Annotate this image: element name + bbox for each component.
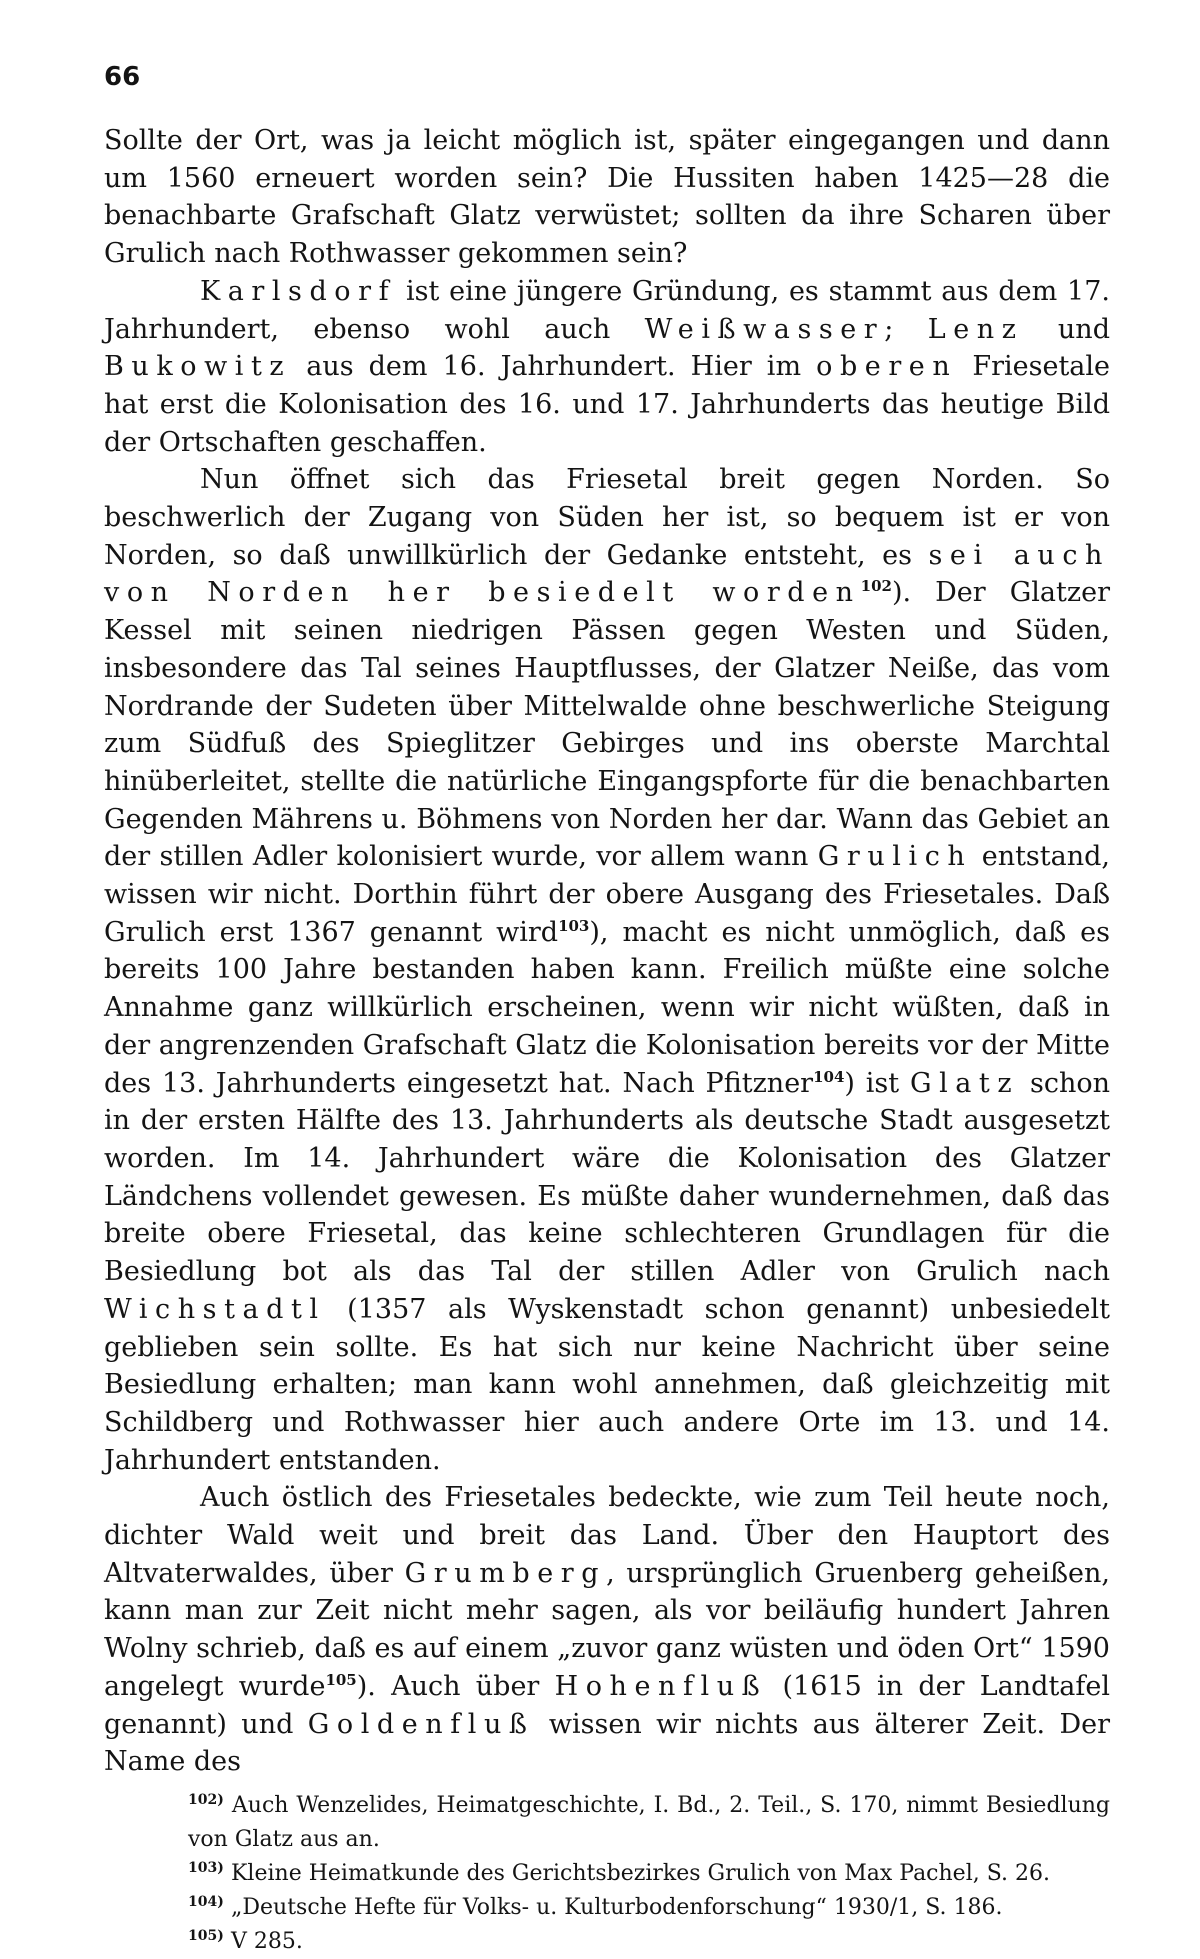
text-run: Auch östlich des Friesetales bedeckte, wie zum Teil heute noch, dichter Wald weit und breit das Land. Über den Hauptort des Altvaterwaldes, über — [104, 1482, 1110, 1589]
text-run: aus dem 16. Jahrhundert. Hier im — [291, 351, 817, 383]
footnote: 105) V 285. — [188, 1927, 303, 1954]
spaced-emphasis: Grulich — [817, 841, 973, 873]
footnote-reference: 102 — [860, 577, 892, 596]
body-text — [104, 122, 1110, 1781]
text-run: und — [1023, 313, 1110, 345]
spaced-emphasis: Karlsdorf — [200, 275, 397, 307]
footnote-text: „Deutsche Hefte für Volks- u. Kulturbodenforschung“ 1930/1, S. 186. — [224, 1894, 1003, 1920]
text-run: wissen wir nichts aus älterer Zeit. Der Name des — [104, 1708, 1110, 1778]
footnote-text: V 285. — [224, 1928, 303, 1954]
text-run: ). Auch über — [356, 1670, 555, 1702]
text-run: (1615 in der Landtafel genannt) und — [104, 1670, 1111, 1740]
text-run: ) ist — [844, 1067, 910, 1099]
text-run: schon in der ersten Hälfte des 13. Jahrhunderts als deutsche Stadt ausgesetzt worden. Im 14. Jahrhundert wäre die Kolonisation des Glatzer Ländchens vollendet gewesen. Es müßte daher wundernehmen, daß das breite obere Friesetal, das keine schlechteren Grundlagen für die Besiedlung bot als das Tal der stillen Adler von Grulich nach — [104, 1067, 1110, 1288]
spaced-emphasis: oberen — [816, 351, 958, 383]
text-run: ), macht es nicht unmöglich, daß es bereits 100 Jahre bestanden haben kann. Freilich müßte eine solche Annahme ganz willkürlich erscheinen, wenn wir nicht wüßten, daß in der angrenzenden Grafschaft Glatz die Kolonisation bereits vor der Mitte des 13. Jahrhunderts eingesetzt hat. Nach Pfitzner — [104, 916, 1110, 1099]
footnote-text: Kleine Heimatkunde des Gerichtsbezirkes Grulich von Max Pachel, S. 26. — [224, 1860, 1050, 1886]
footnote: 103) Kleine Heimatkunde des Gerichtsbezirkes Grulich von Max Pachel, S. 26. — [188, 1859, 1050, 1886]
text-run: (1357 als Wyskenstadt schon genannt) unbesiedelt geblieben sein sollte. Es hat sich nur keine Nachricht über seine Besiedlung erhalten; man kann wohl annehmen, daß gleichzeitig mit Schildberg und Rothwasser hier auch andere Orte im 13. und 14. Jahrhundert entstanden. — [104, 1293, 1110, 1476]
spaced-emphasis: Glatz — [909, 1067, 1020, 1099]
page-number: 66 — [104, 62, 141, 92]
text-run: Nun öffnet sich das Friesetal breit gegen Norden. So beschwerlich der Zugang von Süden her ist, so bequem ist er von Norden, so daß unwillkürlich der Gedanke entsteht, es — [104, 464, 1110, 571]
spaced-emphasis: Weißwasser — [644, 313, 885, 345]
text-run: ; — [884, 313, 928, 345]
text-run: , ursprünglich Gruenberg geheißen, kann man zur Zeit nicht mehr sagen, als vor beiläufig hundert Jahren Wolny schrieb, daß es auf einem „zuvor ganz wüsten und öden Ort“ 1590 angelegt wurde — [104, 1557, 1110, 1702]
footnote-reference: 105 — [325, 1670, 357, 1689]
footnote: 102) Auch Wenzelides, Heimatgeschichte, I. Bd., 2. Teil., S. 170, nimmt Besiedlung von Glatz aus an. — [188, 1791, 1110, 1852]
footnotes — [104, 1789, 1110, 1959]
footnote-reference: 104 — [813, 1067, 845, 1086]
text-run: entstand, wissen wir nicht. Dorthin führt der obere Ausgang des Friesetales. Daß Grulich erst 1367 genannt wird — [104, 841, 1110, 948]
spaced-emphasis: Bukowitz — [104, 351, 292, 383]
footnote-text: Auch Wenzelides, Heimatgeschichte, I. Bd., 2. Teil., S. 170, nimmt Besiedlung von Glatz aus an. — [188, 1792, 1110, 1852]
paragraph — [104, 273, 1110, 462]
spaced-emphasis: Grumberg — [404, 1557, 607, 1589]
text-run: Sollte der Ort, was ja leicht möglich ist, später eingegangen und dann um 1560 erneuert worden sein? Die Hussiten haben 1425—28 die benachbarte Grafschaft Glatz verwüstet; sollten da ihre Scharen über Grulich nach Rothwasser gekommen sein? — [104, 125, 1110, 270]
paragraph — [104, 461, 1110, 1479]
spaced-emphasis: sei auch von Norden her besiedelt worden — [104, 539, 1111, 609]
spaced-emphasis: Lenz — [927, 313, 1024, 345]
spaced-emphasis: Wichstadtl — [104, 1293, 326, 1325]
text-run: Friesetale hat erst die Kolonisation des 16. und 17. Jahrhunderts das heutige Bild der Ortschaften geschaffen. — [104, 351, 1111, 458]
footnote-reference: 103 — [558, 916, 590, 935]
spaced-emphasis: Goldenfluß — [307, 1708, 535, 1740]
text-run: ). Der Glatzer Kessel mit seinen niedrigen Pässen gegen Westen und Süden, insbesondere das Tal seines Hauptflusses, der Glatzer Neiße, das vom Nordrande der Sudeten über Mittelwalde ohne beschwerliche Steigung zum Südfuß des Spieglitzer Gebirges und ins oberste Marchtal hinüberleitet, stellte die natürliche Eingangspforte für die benachbarten Gegenden Mährens u. Böhmens von Norden her dar. Wann das Gebiet an der stillen Adler kolonisiert wurde, vor allem wann — [104, 577, 1110, 873]
paragraph — [104, 1479, 1110, 1781]
paragraph — [104, 122, 1110, 273]
spaced-emphasis: Hohenfluß — [554, 1670, 768, 1702]
text-run: ist eine jüngere Gründung, es stammt aus dem 17. Jahrhundert, ebenso wohl auch — [104, 275, 1110, 345]
footnote: 104) „Deutsche Hefte für Volks- u. Kulturbodenforschung“ 1930/1, S. 186. — [188, 1893, 1003, 1920]
